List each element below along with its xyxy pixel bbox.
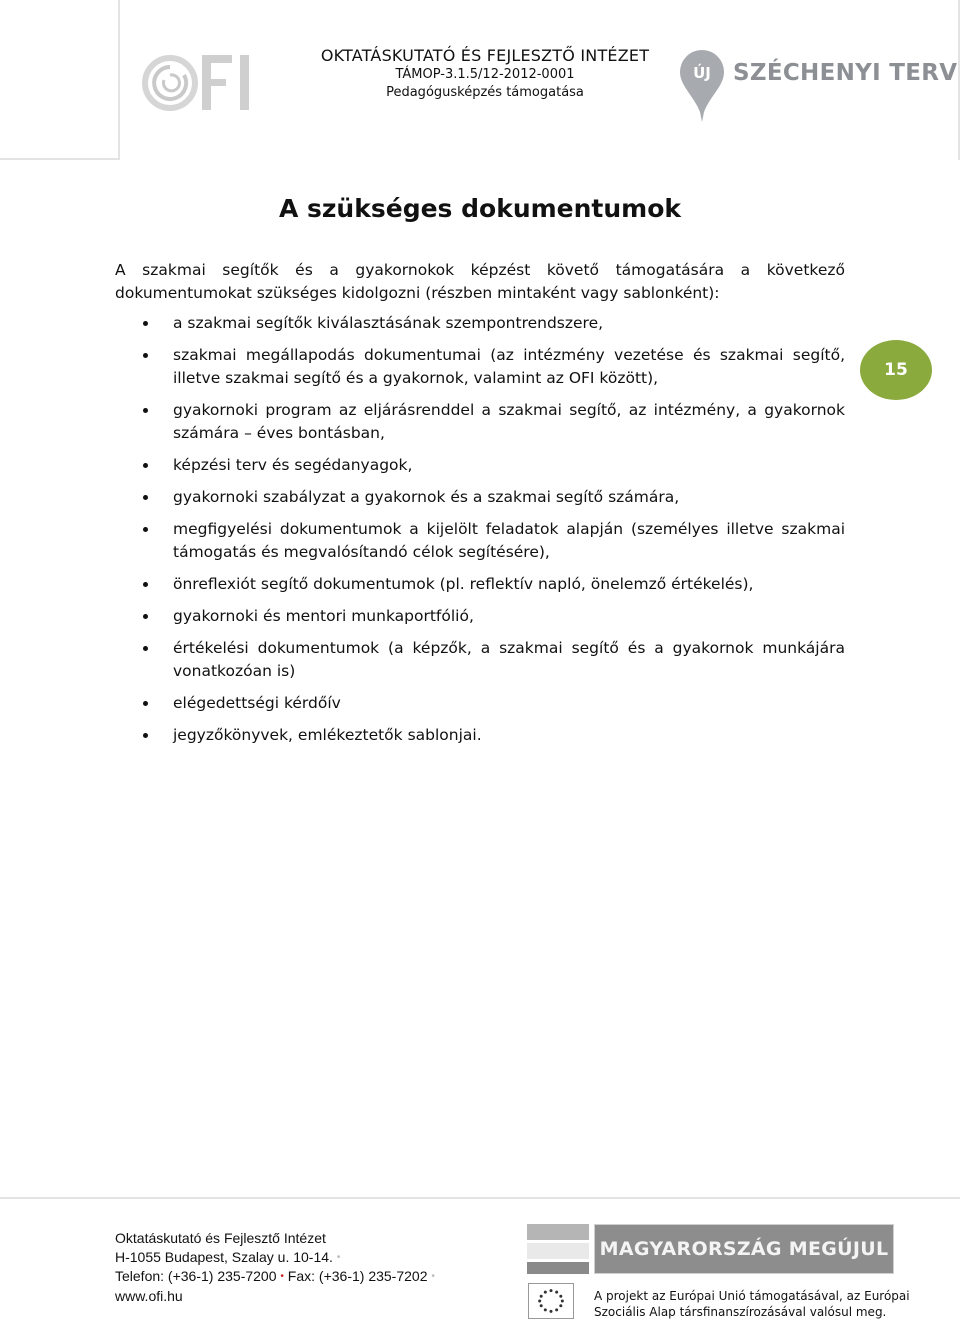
institute-block (300, 46, 670, 102)
footer-contact-line (115, 1267, 435, 1287)
magyarorszag-megujul-banner (594, 1224, 894, 1274)
list-item (115, 573, 845, 596)
project-code: TÁMOP-3.1.5/12-2012-0001 (395, 67, 575, 82)
list-item (115, 637, 845, 683)
eu-flag-icon (528, 1283, 574, 1319)
list-item (115, 724, 845, 747)
list-item-text: értékelési dokumentumok (a képzők, a szakmai segítő és a gyakornok munkájára vonatkozóan is) (173, 639, 845, 680)
list-item (115, 312, 845, 335)
footer-fax: Fax: (+36-1) 235-7202 (287, 1268, 428, 1284)
footer-address-line (115, 1248, 435, 1268)
intro-paragraph: A szakmai segítők és a gyakornokok képzést követő támogatására a következő dokumentumokat szükséges kidolgozni (részben mintaként vagy sablonként): (115, 261, 845, 302)
list-item-text: képzési terv és segédanyagok, (173, 456, 413, 474)
list-item (115, 518, 845, 564)
list-item (115, 692, 845, 715)
list-item-text: szakmai megállapodás dokumentumai (az intézmény vezetése és szakmai segítő, illetve szakmai segítő és a gyakornok, valamint az OFI között), (173, 346, 845, 387)
footer-separator-icon: • (431, 1271, 435, 1282)
banner-text: MAGYARORSZÁG MEGÚJUL (599, 1238, 889, 1260)
list-item (115, 486, 845, 509)
bullet-icon (143, 527, 148, 532)
footer-phone: Telefon: (+36-1) 235-7200 (115, 1268, 277, 1284)
bullet-icon (143, 353, 148, 358)
bullet-icon (143, 614, 148, 619)
bullet-icon (143, 321, 148, 326)
bullet-icon (143, 646, 148, 651)
footer-rule (0, 1197, 960, 1199)
eu-support-line-1: A projekt az Európai Unió támogatásával, az Európai (594, 1289, 910, 1303)
list-item (115, 605, 845, 628)
bullet-icon (143, 733, 148, 738)
footer-org-name: Oktatáskutató és Fejlesztő Intézet (115, 1230, 326, 1246)
eu-support-text (594, 1289, 910, 1320)
project-name: Pedagógusképzés támogatása (386, 85, 584, 100)
list-item-text: önreflexiót segítő dokumentumok (pl. reflektív napló, önelemző értékelés), (173, 575, 754, 593)
eu-support-line-2: Szociális Alap társfinanszírozásával valósul meg. (594, 1304, 887, 1319)
footer-separator-icon: • (336, 1251, 341, 1263)
list-item-text: a szakmai segítők kiválasztásának szempontrendszere, (173, 314, 604, 332)
ofi-logo-icon (140, 45, 270, 115)
document-body (115, 259, 845, 756)
footer-separator-icon: • (280, 1271, 284, 1282)
list-item-text: megfigyelési dokumentumok a kijelölt feladatok alapján (személyes illetve szakmai támogatás és megvalósítandó célok segítésére), (173, 520, 845, 561)
szechenyi-terv-logo-icon (676, 46, 926, 126)
list-item (115, 399, 845, 445)
list-item-text: gyakornoki program az eljárásrenddel a szakmai segítő, az intézmény, a gyakornok számára – éves bontásban, (173, 401, 845, 442)
svg-text:ÚJ: ÚJ (693, 64, 711, 82)
list-item-text: gyakornoki szabályzat a gyakornok és a szakmai segítő számára, (173, 488, 680, 506)
list-item-text: gyakornoki és mentori munkaportfólió, (173, 607, 474, 625)
page-number-badge: 15 (860, 340, 932, 400)
page-title: A szükséges dokumentumok (278, 194, 682, 223)
hungarian-flag-icon (527, 1224, 589, 1274)
footer-address-block (115, 1229, 435, 1305)
bullet-icon (143, 701, 148, 706)
list-item (115, 454, 845, 477)
header-corner-box (0, 0, 120, 160)
footer-website[interactable]: www.ofi.hu (115, 1287, 183, 1304)
page-header (0, 0, 960, 160)
bullet-icon (143, 495, 148, 500)
list-item-text: jegyzőkönyvek, emlékeztetők sablonjai. (173, 726, 482, 744)
szechenyi-terv-text: SZÉCHENYI TERV (733, 60, 958, 86)
institute-name: OKTATÁSKUTATÓ ÉS FEJLESZTŐ INTÉZET (320, 46, 650, 65)
list-item (115, 344, 845, 390)
bullet-icon (143, 408, 148, 413)
footer-address: H-1055 Budapest, Szalay u. 10-14. (115, 1248, 333, 1265)
bullet-icon (143, 582, 148, 587)
bullet-icon (143, 463, 148, 468)
list-item-text: elégedettségi kérdőív (173, 694, 341, 712)
document-list (115, 312, 845, 747)
